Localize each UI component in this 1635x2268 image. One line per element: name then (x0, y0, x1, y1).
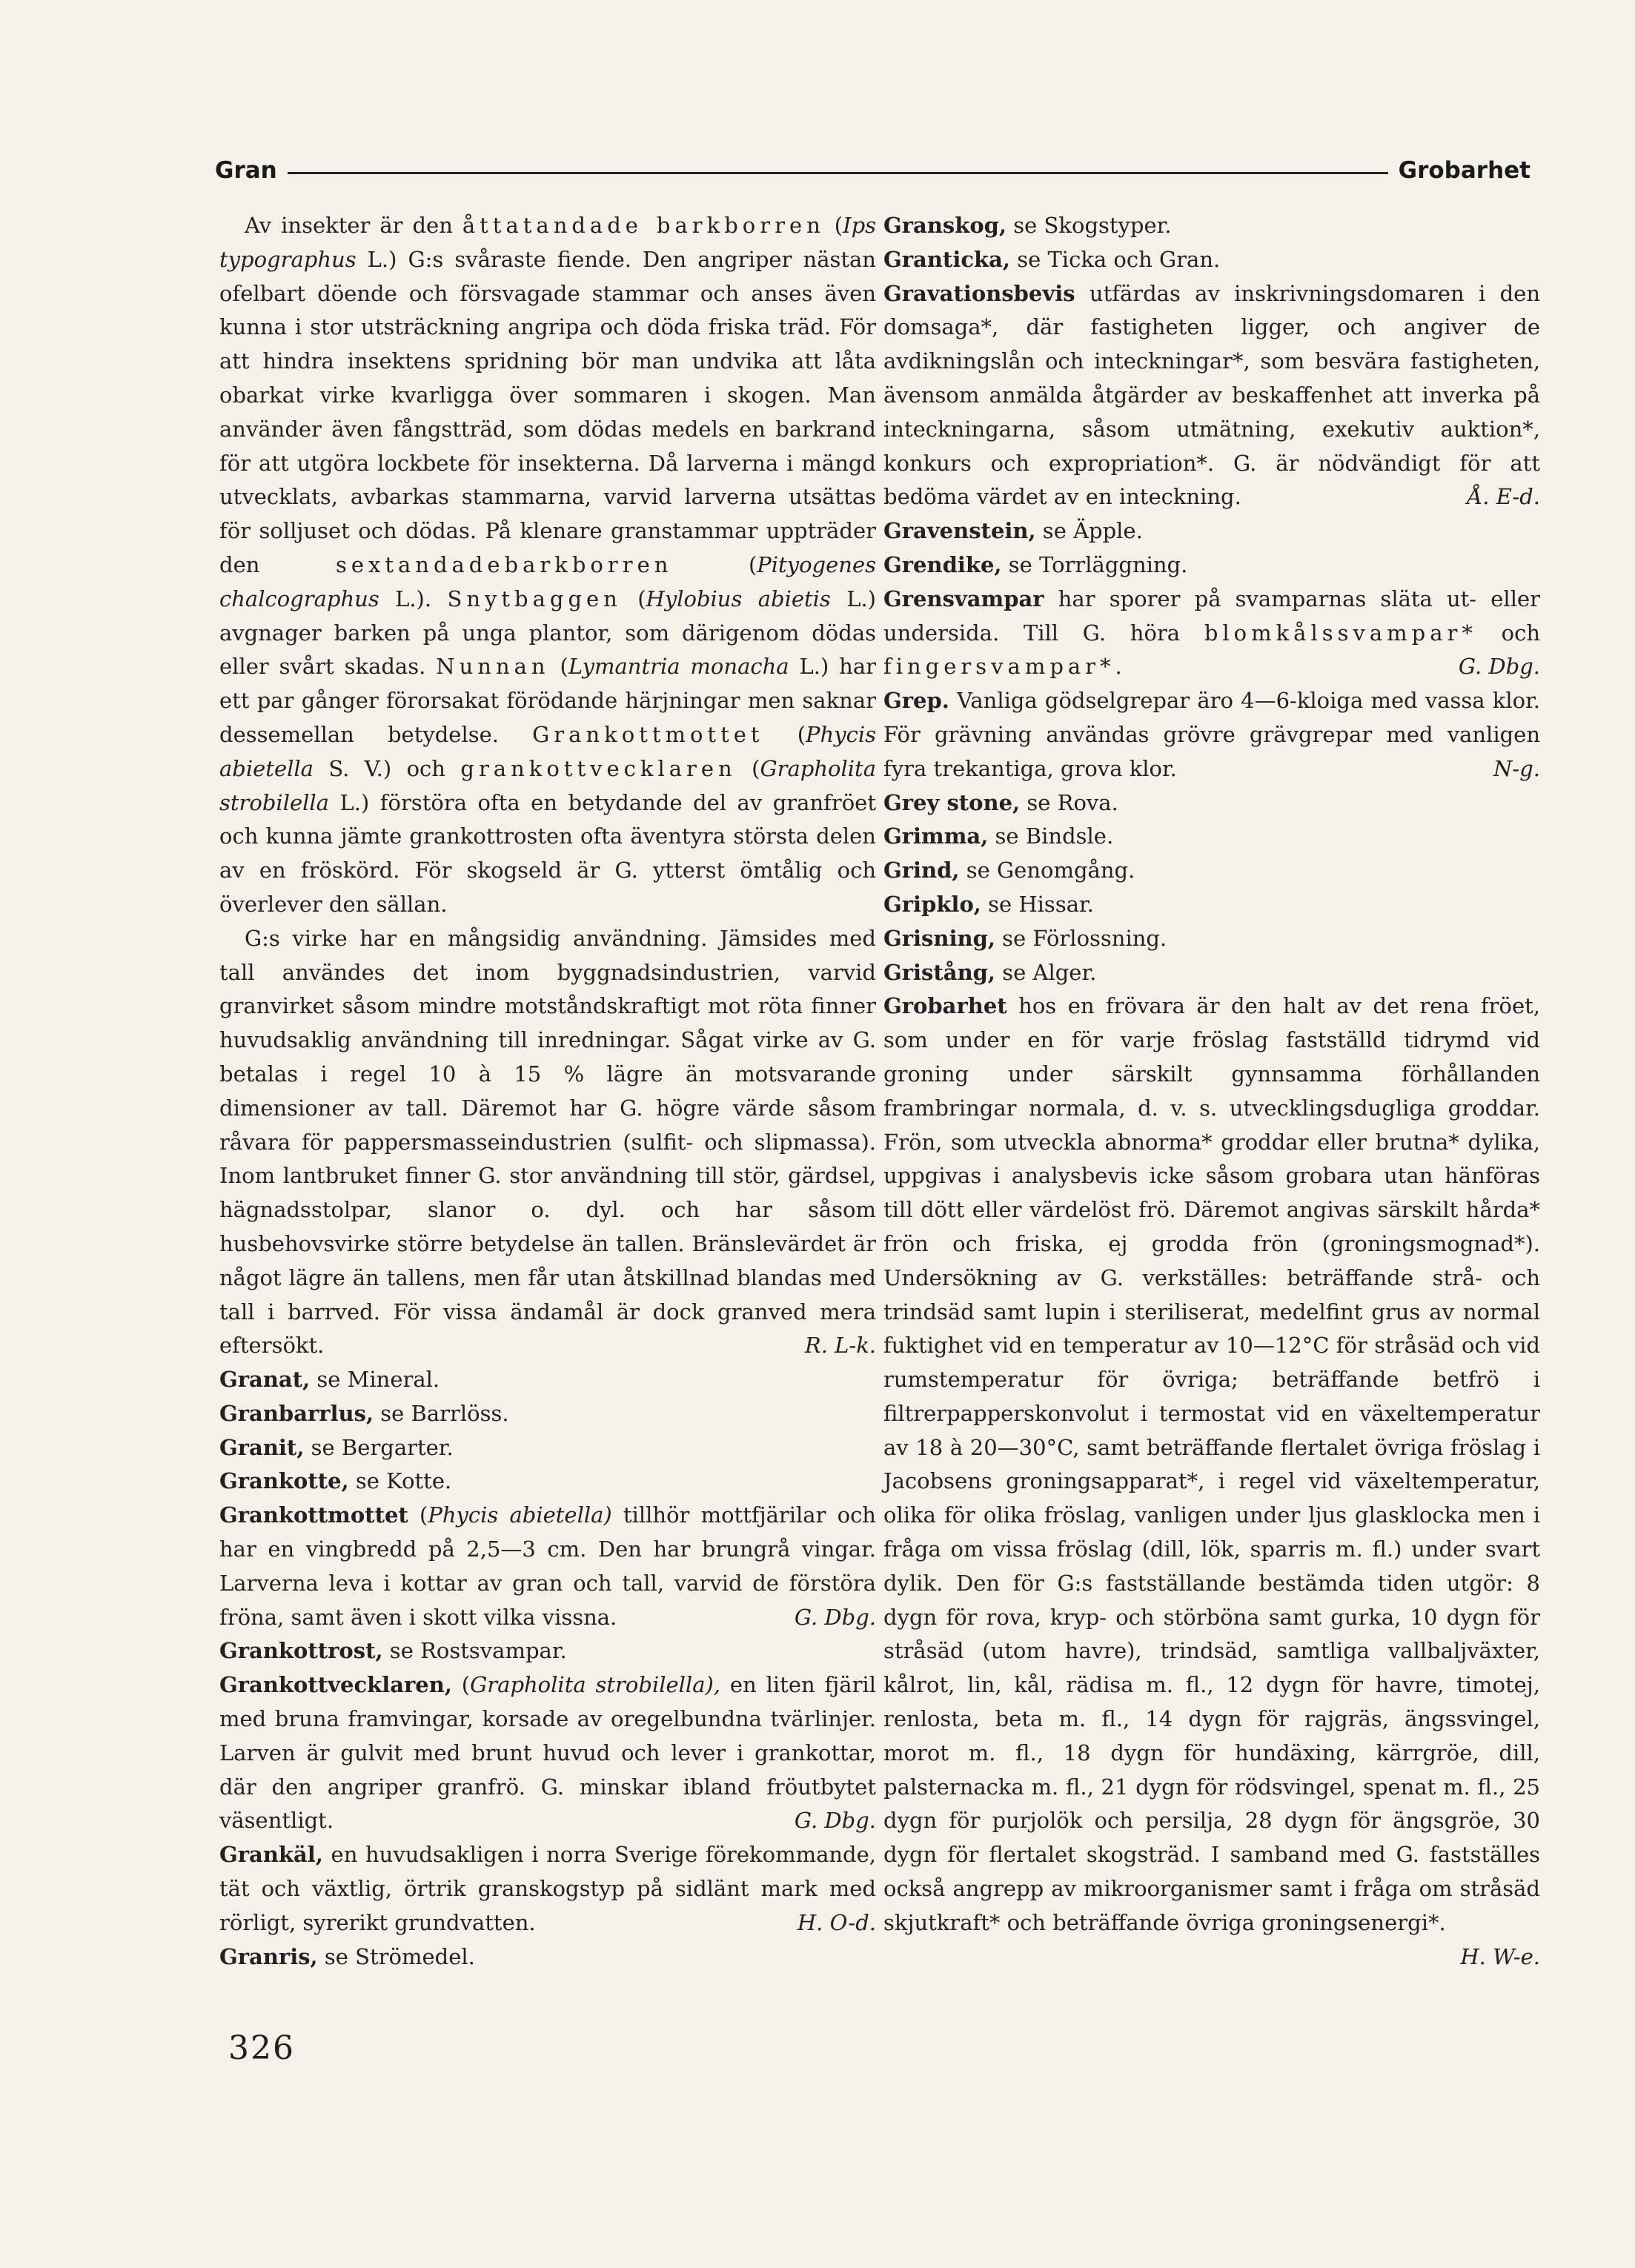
author-signature: H. O-d. (797, 1909, 876, 1935)
author-signature: G. Dbg. (794, 1604, 876, 1630)
entry-grankottvecklaren: Grankottvecklaren, (Grapholita strobilella), en liten fjäril med bruna framvingar, korsade av oregelbundna tvärlinjer. Larven är gulvit med brunt huvud och lever i grankottar, där den angriper granfrö. G. minskar ibland fröutbytet väsentligt. G. Dbg. (219, 1668, 876, 1838)
entry-grobarhet: Grobarhet hos en frövara är den halt av det rena fröet, som under en för varje fröslag fastställd tidrymd vid groning under särskilt gynnsamma förhållanden frambringar normala, d. v. s. utvecklingsdugliga groddar. Frön, som utveckla abnorma* groddar eller brutna* dylika, uppgivas i analysbevis icke såsom grobara utan hänföras till dött eller värdelöst frö. Däremot angivas särskilt hårda* frön och friska, ej grodda frön (groningsmognad*). Undersökning av G. verkställes: beträffande strå- och trindsäd samt lupin i steriliserat, medelfint grus av normal fuktighet vid en temperatur av 10—12°C för stråsäd och vid rumstemperatur för övriga; beträffande betfrö i filtrerpapperskonvolut i termostat vid en växeltemperatur av 18 à 20—30°C, samt beträffande flertalet övriga fröslag i Jacobsens groningsapparat*, i regel vid växeltemperatur, olika för olika fröslag, vanligen under ljus glasklocka men i fråga om vissa fröslag (dill, lök, sparris m. fl.) under svart dylik. Den för G:s fastställande bestämda tiden utgör: 8 dygn för rova, kryp- och störböna samt gurka, 10 dygn för stråsäd (utom havre), trindsäd, samtliga vallbaljväxter, kålrot, lin, kål, rädisa m. fl., 12 dygn för havre, timotej, renlosta, beta m. fl., 14 dygn för rajgräs, ängssvingel, morot m. fl., 18 dygn för hundäxing, kärrgröe, dill, palsternacka m. fl., 21 dygn för rödsvingel, spenat m. fl., 25 dygn för purjolök och persilja, 28 dygn för ängsgröe, 30 dygn för flertalet skogsträd. I samband med G. fastställes också angrepp av mikroorganismer samt i fråga om stråsäd skjutkraft* och beträffande övriga groningsenergi*. H. W-e. (883, 989, 1540, 1940)
entry-gristang: Gristång, se Alger. (883, 959, 1097, 985)
entry-grankal: Grankäl, en huvudsakligen i norra Sverige förekommande, tät och växtlig, örtrik granskogstyp på sidlänt mark med rörligt, syrerikt grundvatten. H. O-d. (219, 1838, 876, 1940)
entry-gravenstein: Gravenstein, se Äpple. (883, 518, 1143, 544)
page-number: 326 (228, 2029, 295, 2067)
paragraph-insects: Av insekter är den åttatandade barkborren (Ips typographus L.) G:s svåraste fiende. Den angriper nästan ofelbart döende och försvagade stammar och anses även kunna i stor utsträckning angripa och döda friska träd. För att hindra insektens spridning bör man undvika att låta obarkat virke kvarligga över sommaren i skogen. Man använder även fångstträd, som dödas medels en barkrand för att utgöra lockbete för insekterna. Då larverna i mängd utvecklats, avbarkas stammarna, varvid larverna utsättas för solljuset och dödas. På klenare granstammar uppträder den sextandadebarkborren (Pityogenes chalcographus L.). Snytbaggen (Hylobius abietis L.) avgnager barken på unga plantor, som därigenom dödas eller svårt skadas. Nunnan (Lymantria monacha L.) har ett par gånger förorsakat förödande härjningar men saknar dessemellan betydelse. Grankottmottet (Phycis abietella S. V.) och grankottvecklaren (Grapholita strobilella L.) förstöra ofta en betydande del av granfröet och kunna jämte grankottrosten ofta äventyra största delen av en fröskörd. För skogseld är G. ytterst ömtålig och överlever den sällan. (219, 213, 877, 917)
running-header (215, 157, 1530, 184)
entry-granris: Granris, se Strömedel. (219, 1943, 475, 1969)
entry-grankotte: Grankotte, se Kotte. (219, 1468, 452, 1494)
entry-granit: Granit, se Bergarter. (219, 1434, 454, 1460)
header-right-word: Grobarhet (1398, 157, 1530, 184)
author-signature: G. Dbg. (794, 1808, 876, 1834)
entry-grankottrost: Grankottrost, se Rostsvampar. (219, 1638, 567, 1664)
entry-grimma: Grimma, se Bindsle. (883, 823, 1114, 849)
entry-grankottmottet: Grankottmottet (Phycis abietella) tillhör mottfjärilar och har en vingbredd på 2,5—3 cm. Den har brungrå vingar. Larverna leva i kottar av gran och tall, varvid de förstöra fröna, samt även i skott vilka vissna. G. Dbg. (219, 1499, 876, 1634)
right-column (883, 209, 1540, 1974)
entry-gripklo: Gripklo, se Hissar. (883, 891, 1094, 917)
entry-granbarrlus: Granbarrlus, se Barrlöss. (219, 1400, 509, 1426)
entry-granskog: Granskog, se Skogstyper. (883, 213, 1172, 238)
paragraph-timber: G:s virke har en mångsidig användning. Jämsides med tall användes det inom byggnadsindustrien, varvid granvirket såsom mindre motståndskraftigt mot röta finner huvudsaklig användning till inredningar. Sågat virke av G. betalas i regel 10 à 15 % lägre än motsvarande dimensioner av tall. Däremot har G. högre värde såsom råvara för pappersmasseindustrien (sulfit- och slipmassa). Inom lantbruket finner G. stor användning till stör, gärdsel, hägnadsstolpar, slanor o. dyl. och har såsom husbehovsvirke större betydelse än tallen. Bränslevärdet är något lägre än tallens, men får utan åtskillnad blandas med tall i barrved. För vissa ändamål är dock granved mera eftersökt. R. L-k. (219, 922, 876, 1363)
author-signature: G. Dbg. (1458, 654, 1540, 680)
entry-gravationsbevis: Gravationsbevis utfärdas av inskrivningsdomaren i den domsaga*, där fastigheten ligger, och angiver de avdikningslån och inteckningar*, som besvära fastigheten, ävensom anmälda åtgärder av beskaffenhet att inverka på inteckningarna, såsom utmätning, exekutiv auktion*, konkurs och expropriation*. G. är nödvändigt för att bedöma värdet av en inteckning. Å. E-d. (883, 277, 1540, 515)
author-signature: N-g. (1493, 755, 1540, 781)
left-column (219, 209, 876, 1974)
header-rule (288, 172, 1388, 174)
entry-grind: Grind, se Genomgång. (883, 858, 1135, 883)
author-signature: H. W-e. (1460, 1943, 1540, 1969)
entry-granat: Granat, se Mineral. (219, 1367, 440, 1393)
author-signature: Å. E-d. (1467, 484, 1540, 510)
entry-grensvampar: Grensvampar har sporer på svamparnas släta ut- eller undersida. Till G. höra blomkålssvampar* och fingersvampar*. G. Dbg. (883, 583, 1540, 684)
entry-granticka: Granticka, se Ticka och Gran. (883, 246, 1221, 272)
entry-grendike: Grendike, se Torrläggning. (883, 551, 1188, 577)
header-left-word: Gran (215, 157, 277, 184)
entry-grey-stone: Grey stone, se Rova. (883, 789, 1118, 815)
entry-grisning: Grisning, se Förlossning. (883, 925, 1167, 951)
author-signature: R. L-k. (804, 1333, 876, 1359)
entry-grep: Grep. Vanliga gödselgrepar äro 4—6-kloiga med vassa klor. För grävning användas grövre grävgrepar med vanligen fyra trekantiga, grova klor. N-g. (883, 684, 1540, 786)
